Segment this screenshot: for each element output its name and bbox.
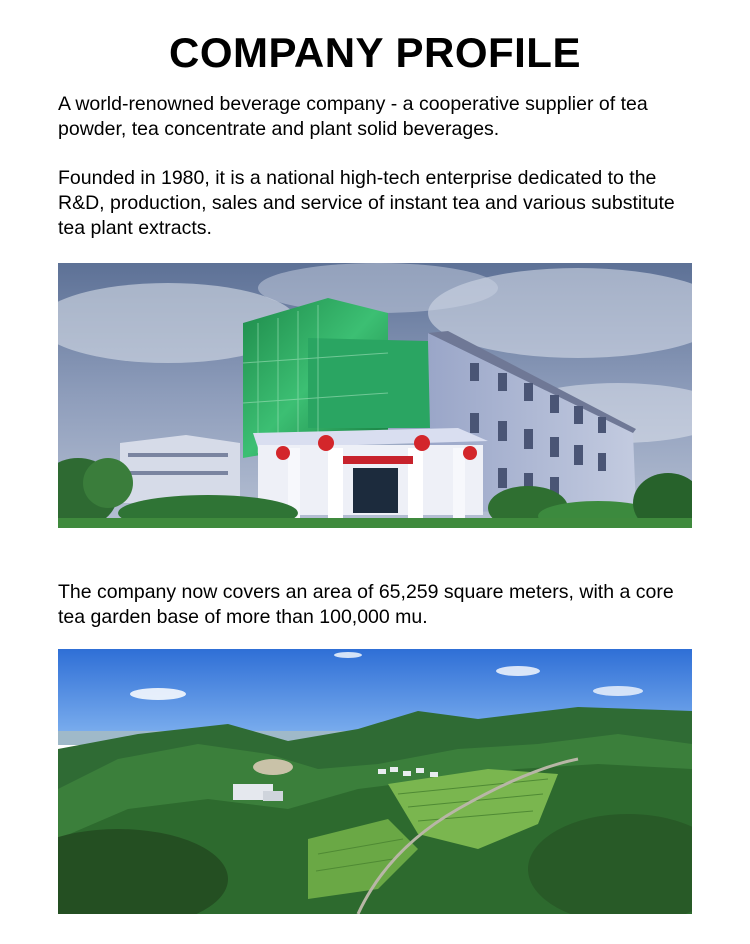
intro-paragraph-2: Founded in 1980, it is a national high-tech enterprise dedicated to the R&D, production, sales and service of instant tea and various substitute tea plant extracts. <box>58 167 675 239</box>
company-building-photo <box>58 263 692 528</box>
area-paragraph: The company now covers an area of 65,259 square meters, with a core tea garden base of more than 100,000 mu. <box>58 581 674 628</box>
intro-paragraph-1: A world-renowned beverage company - a cooperative supplier of tea powder, tea concentrate and plant solid beverages. <box>58 93 648 140</box>
tea-garden-aerial-photo <box>58 649 692 914</box>
page-title: COMPANY PROFILE <box>169 29 581 76</box>
